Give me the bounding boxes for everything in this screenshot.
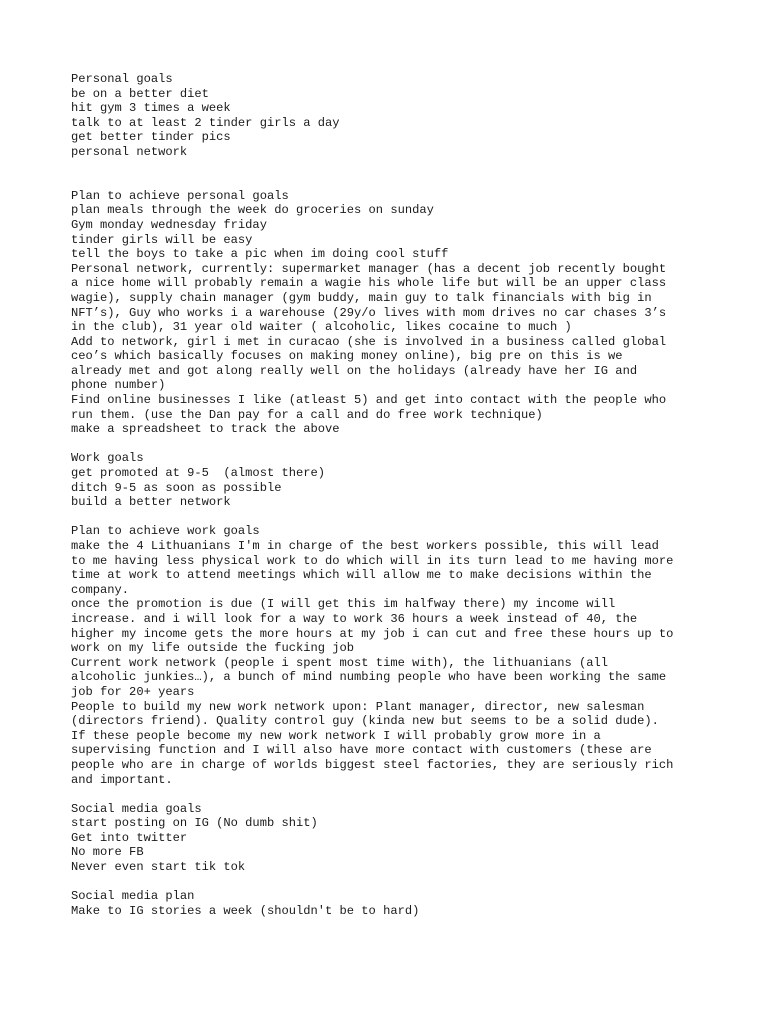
section-heading: Plan to achieve work goals <box>71 524 260 539</box>
text-line: Personal network, currently: supermarket manager (has a decent job recently bought <box>71 261 667 276</box>
text-line: Current work network (people i spent most time with), the lithuanians (all <box>71 655 609 670</box>
text-line: Find online businesses I like (atleast 5) and get into contact with the people who <box>71 393 667 408</box>
blank-line <box>71 787 711 802</box>
text-line: ditch 9-5 as soon as possible <box>71 480 282 495</box>
text-line: company. <box>71 582 130 597</box>
text-line: People to build my new work network upon: Plant manager, director, new salesman <box>71 699 645 714</box>
text-line: a nice home will probably remain a wagie his whole life but will be an upper class <box>71 276 667 291</box>
text-line: time at work to attend meetings which will allow me to make decisions within the <box>71 568 652 583</box>
text-line: hit gym 3 times a week <box>71 101 231 116</box>
text-line: phone number) <box>71 378 166 393</box>
text-line: No more FB <box>71 845 144 860</box>
text-line: personal network <box>71 144 188 159</box>
text-line: job for 20+ years <box>71 684 195 699</box>
text-line: alcoholic junkies…), a bunch of mind numbing people who have been working the same <box>71 670 667 685</box>
text-line: increase. and i will look for a way to work 36 hours a week instead of 40, the <box>71 611 638 626</box>
document-section <box>71 524 711 787</box>
section-heading: Work goals <box>71 451 144 466</box>
text-line: Never even start tik tok <box>71 860 246 875</box>
text-line: Add to network, girl i met in curacao (she is involved in a business called global <box>71 334 667 349</box>
document-section <box>71 451 711 509</box>
text-line: ceo’s which basically focuses on making money online), big pre on this is we <box>71 349 623 364</box>
text-line: and important. <box>71 772 173 787</box>
document-section <box>71 889 711 918</box>
text-line: wagie), supply chain manager (gym buddy, main guy to talk financials with big in <box>71 290 652 305</box>
document-section <box>71 189 711 437</box>
text-line: make the 4 Lithuanians I'm in charge of the best workers possible, this will lead <box>71 539 659 553</box>
document-section <box>71 72 711 160</box>
text-line: once the promotion is due (I will get this im halfway there) my income will <box>71 597 616 612</box>
text-line: plan meals through the week do groceries on sunday <box>71 203 434 218</box>
section-heading: Plan to achieve personal goals <box>71 188 289 203</box>
text-line: in the club), 31 year old waiter ( alcoholic, likes cocaine to much ) <box>71 320 572 335</box>
text-line: already met and got along really well on the holidays (already have her IG and <box>71 363 638 378</box>
text-line: start posting on IG (No dumb shit) <box>71 816 318 831</box>
text-line: run them. (use the Dan pay for a call and do free work technique) <box>71 407 543 422</box>
document-body <box>71 72 711 918</box>
text-line: Make to IG stories a week (shouldn't be to hard) <box>71 903 420 918</box>
text-line: supervising function and I will also have more contact with customers (these are <box>71 743 652 758</box>
blank-line <box>71 875 711 890</box>
text-line: talk to at least 2 tinder girls a day <box>71 115 340 130</box>
text-line: work on my life outside the fucking job <box>71 641 355 656</box>
text-line: build a better network <box>71 495 231 510</box>
text-line: get promoted at 9-5 (almost there) <box>71 466 326 481</box>
text-line: get better tinder pics <box>71 130 231 145</box>
text-line: higher my income gets the more hours at my job i can cut and free these hours up to <box>71 626 674 641</box>
section-heading: Social media plan <box>71 889 195 904</box>
text-line: NFT’s), Guy who works i a warehouse (29y/o lives with mom drives no car chases 3’s <box>71 305 667 320</box>
text-line: to me having less physical work to do which will in its turn lead to me having more <box>71 553 674 568</box>
text-line: be on a better diet <box>71 86 209 101</box>
blank-line <box>71 174 711 189</box>
text-line: If these people become my new work network I will probably grow more in a <box>71 728 601 743</box>
section-heading: Personal goals <box>71 72 173 86</box>
text-line: tell the boys to take a pic when im doing cool stuff <box>71 247 449 262</box>
blank-line <box>71 160 711 175</box>
text-line: Gym monday wednesday friday <box>71 217 267 232</box>
text-line: people who are in charge of worlds biggest steel factories, they are seriously rich <box>71 757 674 772</box>
text-line: tinder girls will be easy <box>71 232 253 247</box>
text-line: Get into twitter <box>71 830 188 845</box>
text-line: (directors friend). Quality control guy (kinda new but seems to be a solid dude). <box>71 714 659 729</box>
text-line: make a spreadsheet to track the above <box>71 422 340 437</box>
blank-line <box>71 437 711 452</box>
section-heading: Social media goals <box>71 801 202 816</box>
document-section <box>71 802 711 875</box>
blank-line <box>71 510 711 525</box>
